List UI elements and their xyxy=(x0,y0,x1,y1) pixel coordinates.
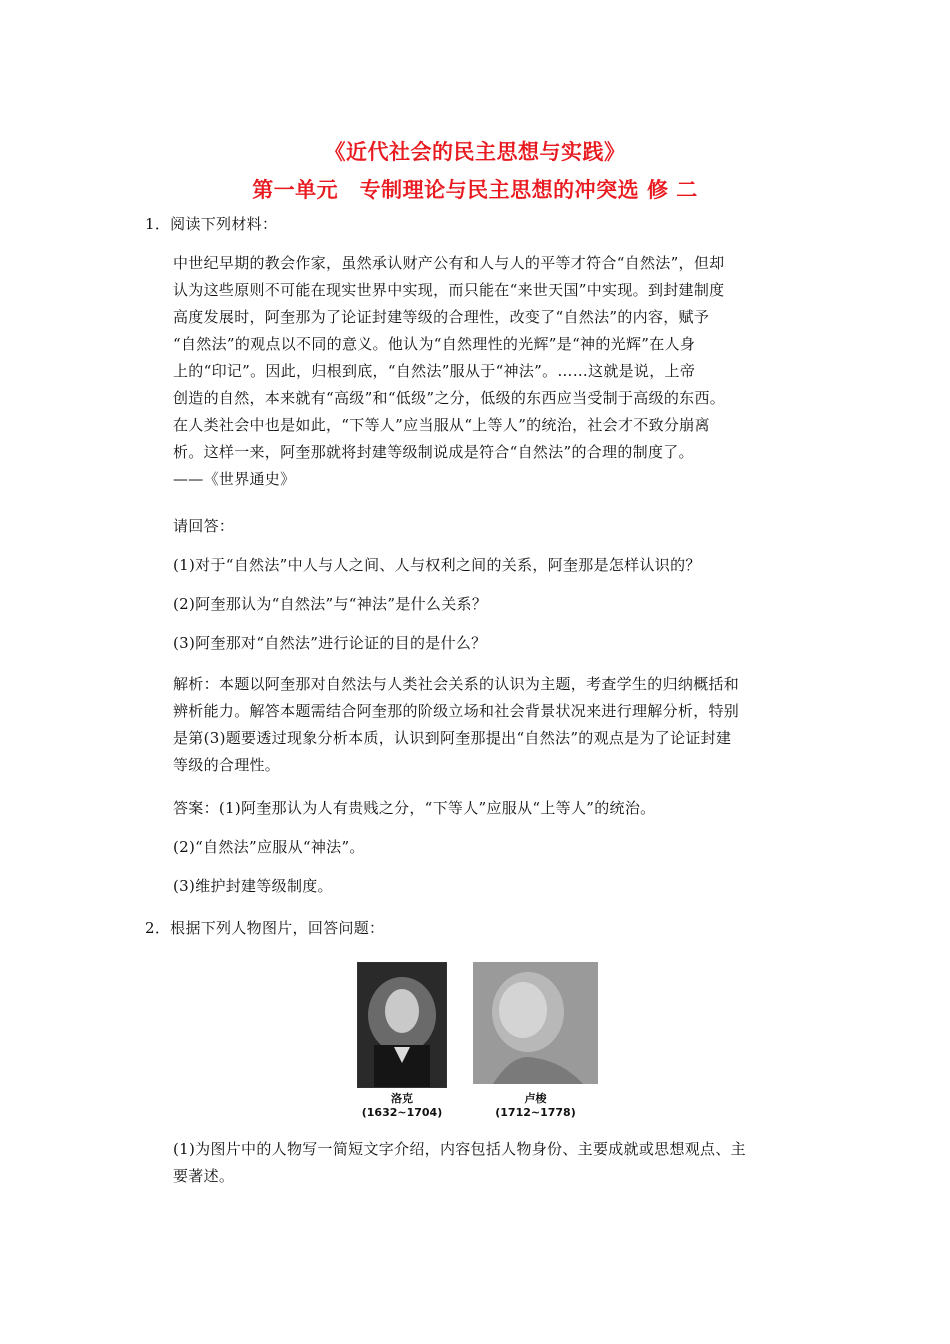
sub-question-1: (1)对于“自然法”中人与人之间、人与权利之间的关系，阿奎那是怎样认识的？ xyxy=(173,556,701,574)
passage-line: “自然法”的观点以不同的意义。他认为“自然理性的光辉”是“神的光辉”在人身 xyxy=(173,335,696,353)
locke-portrait-image xyxy=(357,962,447,1088)
ask-label: 请回答： xyxy=(173,517,235,535)
sub-question-2: (2)阿奎那认为“自然法”与“神法”是什么关系？ xyxy=(173,595,488,613)
passage-line: 中世纪早期的教会作家，虽然承认财产公有和人与人的平等才符合“自然法”，但却 xyxy=(173,254,725,272)
analysis-line: 是第(3)题要透过现象分析本质，认识到阿奎那提出“自然法”的观点是为了论证封建 xyxy=(173,729,732,747)
q2-sub-question-1-line: (1)为图片中的人物写一简短文字介绍，内容包括人物身份、主要成就或思想观点、主 xyxy=(173,1140,746,1158)
q2-sub-question-1-line: 要著述。 xyxy=(173,1167,235,1185)
answer-2: (2)“自然法”应服从“神法”。 xyxy=(173,838,365,856)
person-1-years: (1632~1704) xyxy=(361,1106,443,1119)
answer-3: (3)维护封建等级制度。 xyxy=(173,877,333,895)
passage-line: 析。这样一来，阿奎那就将封建等级制说成是符合“自然法”的合理的制度了。 xyxy=(173,443,694,461)
analysis-line: 辨析能力。解答本题需结合阿奎那的阶级立场和社会背景状况来进行理解分析，特别 xyxy=(173,702,740,720)
question-1-prompt: 1．阅读下列材料： xyxy=(145,215,278,233)
passage-line: 创造的自然，本来就有“高级”和“低级”之分，低级的东西应当受制于高级的东西。 xyxy=(173,389,726,407)
passage-line: 认为这些原则不可能在现实世界中实现，而只能在“来世天国”中实现。到封建制度 xyxy=(173,281,725,299)
person-2-name: 卢梭 xyxy=(524,1092,547,1105)
rousseau-bust-image xyxy=(473,962,598,1084)
question-2-prompt: 2．根据下列人物图片，回答问题： xyxy=(145,919,385,937)
sub-question-3: (3)阿奎那对“自然法”进行论证的目的是什么？ xyxy=(173,634,487,652)
unit-title: 第一单元 专制理论与民主思想的冲突选 修 二 xyxy=(252,178,698,202)
person-1-name: 洛克 xyxy=(391,1092,413,1105)
passage-line: 在人类社会中也是如此，“下等人”应当服从“上等人”的统治，社会才不致分崩离 xyxy=(173,416,710,434)
analysis-line: 等级的合理性。 xyxy=(173,756,281,774)
passage-source: ——《世界通史》 xyxy=(173,470,296,488)
answer-1: 答案：(1)阿奎那认为人有贵贱之分，“下等人”应服从“上等人”的统治。 xyxy=(173,799,656,817)
passage-line: 上的“印记”。因此，归根到底，“自然法”服从于“神法”。……这就是说，上帝 xyxy=(173,362,696,380)
analysis-line: 解析：本题以阿奎那对自然法与人类社会关系的认识为主题，考查学生的归纳概括和 xyxy=(173,675,740,693)
passage-line: 高度发展时，阿奎那为了论证封建等级的合理性，改变了“自然法”的内容，赋予 xyxy=(173,308,710,326)
person-2-years: (1712~1778) xyxy=(495,1106,576,1119)
document-title: 《近代社会的民主思想与实践》 xyxy=(324,140,626,164)
